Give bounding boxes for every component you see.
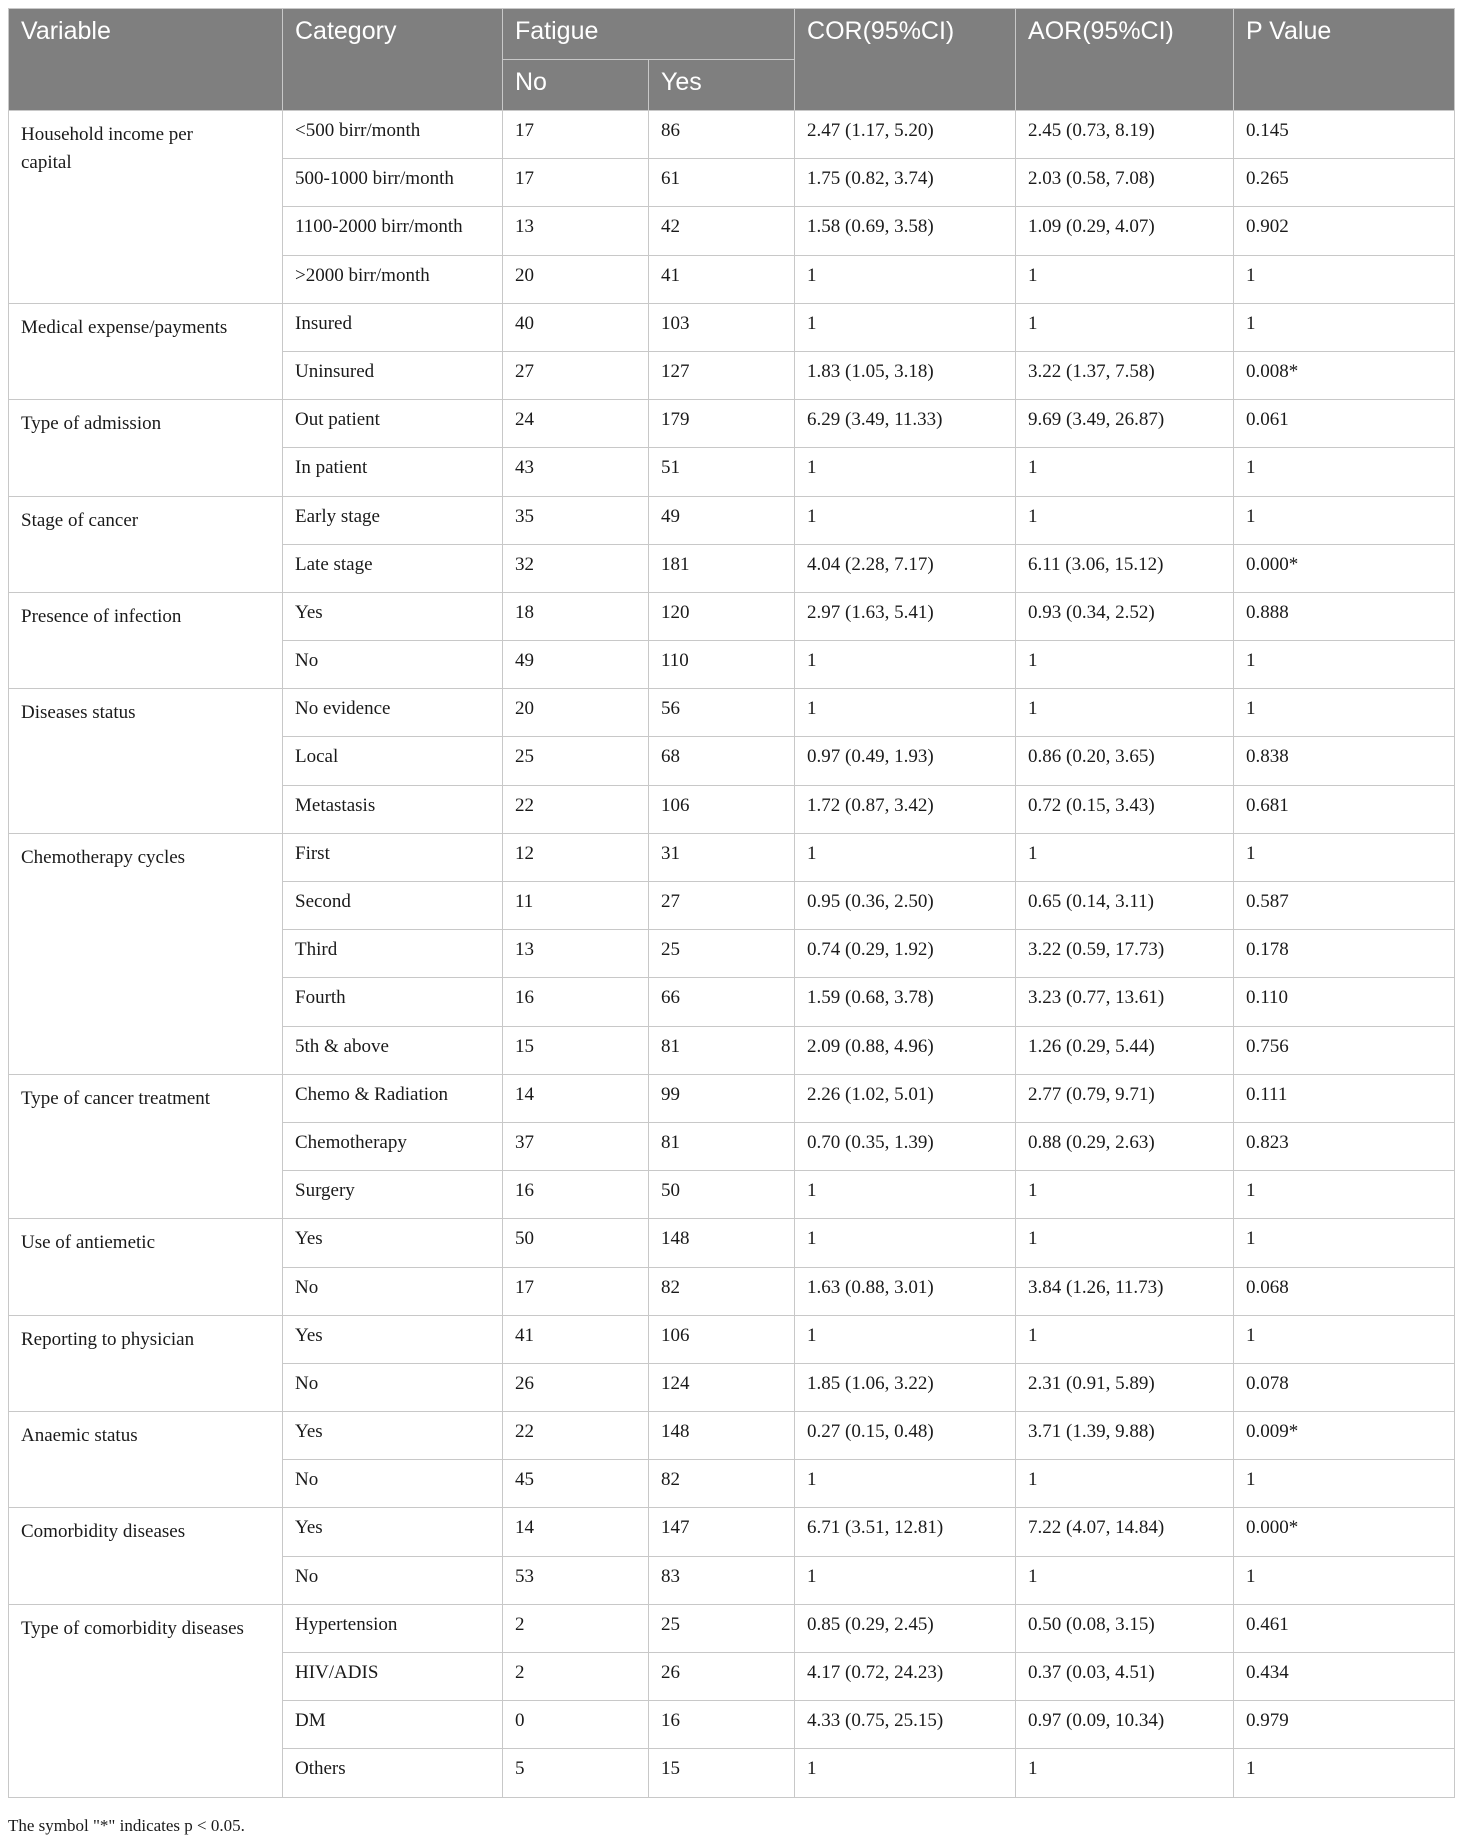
fatigue-yes-cell: 15 [649, 1749, 795, 1797]
category-cell: Second [283, 882, 503, 930]
cor-cell: 0.85 (0.29, 2.45) [795, 1604, 1016, 1652]
fatigue-yes-cell: 103 [649, 303, 795, 351]
category-cell: Yes [283, 1219, 503, 1267]
table-row [9, 592, 1455, 640]
category-cell: First [283, 833, 503, 881]
cor-cell: 1 [795, 1556, 1016, 1604]
fatigue-no-cell: 20 [503, 255, 649, 303]
cor-cell: 4.17 (0.72, 24.23) [795, 1653, 1016, 1701]
fatigue-no-cell: 0 [503, 1701, 649, 1749]
cor-cell: 1 [795, 448, 1016, 496]
aor-cell: 2.45 (0.73, 8.19) [1016, 111, 1234, 159]
cor-cell: 1 [795, 1460, 1016, 1508]
variable-cell: Use of antiemetic [9, 1219, 283, 1315]
aor-cell: 3.23 (0.77, 13.61) [1016, 978, 1234, 1026]
table-row [9, 1412, 1455, 1460]
p-value-cell: 1 [1234, 1171, 1455, 1219]
cor-cell: 1 [795, 255, 1016, 303]
fatigue-yes-cell: 179 [649, 400, 795, 448]
fatigue-no-cell: 5 [503, 1749, 649, 1797]
category-cell: Surgery [283, 1171, 503, 1219]
table-row [9, 833, 1455, 881]
header-cor: COR(95%CI) [795, 9, 1016, 111]
aor-cell: 2.77 (0.79, 9.71) [1016, 1074, 1234, 1122]
p-value-cell: 0.178 [1234, 930, 1455, 978]
fatigue-no-cell: 37 [503, 1122, 649, 1170]
aor-cell: 1 [1016, 255, 1234, 303]
fatigue-yes-cell: 56 [649, 689, 795, 737]
p-value-cell: 0.110 [1234, 978, 1455, 1026]
cor-cell: 2.97 (1.63, 5.41) [795, 592, 1016, 640]
fatigue-no-cell: 40 [503, 303, 649, 351]
cor-cell: 1 [795, 641, 1016, 689]
cor-cell: 1.85 (1.06, 3.22) [795, 1363, 1016, 1411]
aor-cell: 1 [1016, 1460, 1234, 1508]
results-table-container [8, 8, 1454, 1798]
fatigue-no-cell: 25 [503, 737, 649, 785]
aor-cell: 1.09 (0.29, 4.07) [1016, 207, 1234, 255]
fatigue-yes-cell: 81 [649, 1026, 795, 1074]
cor-cell: 1.83 (1.05, 3.18) [795, 351, 1016, 399]
aor-cell: 0.72 (0.15, 3.43) [1016, 785, 1234, 833]
p-value-cell: 0.434 [1234, 1653, 1455, 1701]
p-value-cell: 1 [1234, 496, 1455, 544]
fatigue-yes-cell: 68 [649, 737, 795, 785]
fatigue-no-cell: 17 [503, 159, 649, 207]
fatigue-yes-cell: 16 [649, 1701, 795, 1749]
fatigue-no-cell: 43 [503, 448, 649, 496]
cor-cell: 1 [795, 1171, 1016, 1219]
cor-cell: 0.27 (0.15, 0.48) [795, 1412, 1016, 1460]
category-cell: Out patient [283, 400, 503, 448]
p-value-cell: 0.979 [1234, 1701, 1455, 1749]
header-fatigue-yes: Yes [649, 60, 795, 111]
aor-cell: 9.69 (3.49, 26.87) [1016, 400, 1234, 448]
table-row [9, 303, 1455, 351]
fatigue-yes-cell: 31 [649, 833, 795, 881]
p-value-cell: 0.008* [1234, 351, 1455, 399]
table-row [9, 400, 1455, 448]
cor-cell: 0.74 (0.29, 1.92) [795, 930, 1016, 978]
cor-cell: 0.95 (0.36, 2.50) [795, 882, 1016, 930]
fatigue-yes-cell: 27 [649, 882, 795, 930]
category-cell: Others [283, 1749, 503, 1797]
cor-cell: 6.71 (3.51, 12.81) [795, 1508, 1016, 1556]
category-cell: Yes [283, 592, 503, 640]
variable-cell: Stage of cancer [9, 496, 283, 592]
fatigue-yes-cell: 42 [649, 207, 795, 255]
category-cell: Insured [283, 303, 503, 351]
p-value-cell: 1 [1234, 641, 1455, 689]
p-value-cell: 1 [1234, 1219, 1455, 1267]
variable-cell: Presence of infection [9, 592, 283, 688]
p-value-cell: 0.145 [1234, 111, 1455, 159]
category-cell: Local [283, 737, 503, 785]
fatigue-no-cell: 13 [503, 930, 649, 978]
fatigue-no-cell: 2 [503, 1653, 649, 1701]
fatigue-no-cell: 35 [503, 496, 649, 544]
fatigue-no-cell: 22 [503, 785, 649, 833]
fatigue-yes-cell: 120 [649, 592, 795, 640]
fatigue-yes-cell: 99 [649, 1074, 795, 1122]
aor-cell: 3.71 (1.39, 9.88) [1016, 1412, 1234, 1460]
p-value-cell: 1 [1234, 833, 1455, 881]
cor-cell: 1.75 (0.82, 3.74) [795, 159, 1016, 207]
fatigue-no-cell: 2 [503, 1604, 649, 1652]
aor-cell: 1 [1016, 1171, 1234, 1219]
fatigue-no-cell: 13 [503, 207, 649, 255]
fatigue-no-cell: 18 [503, 592, 649, 640]
p-value-cell: 0.078 [1234, 1363, 1455, 1411]
variable-cell: Chemotherapy cycles [9, 833, 283, 1074]
category-cell: HIV/ADIS [283, 1653, 503, 1701]
fatigue-yes-cell: 82 [649, 1460, 795, 1508]
category-cell: DM [283, 1701, 503, 1749]
aor-cell: 3.22 (0.59, 17.73) [1016, 930, 1234, 978]
cor-cell: 1 [795, 1315, 1016, 1363]
cor-cell: 1 [795, 833, 1016, 881]
variable-cell: Reporting to physician [9, 1315, 283, 1411]
fatigue-no-cell: 17 [503, 1267, 649, 1315]
p-value-cell: 0.461 [1234, 1604, 1455, 1652]
category-cell: Chemo & Radiation [283, 1074, 503, 1122]
cor-cell: 1.59 (0.68, 3.78) [795, 978, 1016, 1026]
aor-cell: 1 [1016, 641, 1234, 689]
p-value-cell: 0.009* [1234, 1412, 1455, 1460]
aor-cell: 1 [1016, 1315, 1234, 1363]
aor-cell: 0.65 (0.14, 3.11) [1016, 882, 1234, 930]
category-cell: Yes [283, 1315, 503, 1363]
fatigue-no-cell: 27 [503, 351, 649, 399]
aor-cell: 0.50 (0.08, 3.15) [1016, 1604, 1234, 1652]
fatigue-yes-cell: 41 [649, 255, 795, 303]
table-header [9, 9, 1455, 111]
fatigue-no-cell: 53 [503, 1556, 649, 1604]
category-cell: No [283, 641, 503, 689]
category-cell: Metastasis [283, 785, 503, 833]
p-value-cell: 0.902 [1234, 207, 1455, 255]
table-footnote: The symbol "*" indicates p < 0.05. [8, 1816, 245, 1835]
fatigue-yes-cell: 25 [649, 930, 795, 978]
p-value-cell: 0.888 [1234, 592, 1455, 640]
table-row [9, 111, 1455, 159]
aor-cell: 7.22 (4.07, 14.84) [1016, 1508, 1234, 1556]
p-value-cell: 0.265 [1234, 159, 1455, 207]
fatigue-no-cell: 50 [503, 1219, 649, 1267]
header-fatigue: Fatigue [503, 9, 795, 60]
header-aor: AOR(95%CI) [1016, 9, 1234, 111]
fatigue-yes-cell: 66 [649, 978, 795, 1026]
cor-cell: 1 [795, 689, 1016, 737]
table-row [9, 496, 1455, 544]
category-cell: 5th & above [283, 1026, 503, 1074]
fatigue-no-cell: 49 [503, 641, 649, 689]
cor-cell: 0.97 (0.49, 1.93) [795, 737, 1016, 785]
variable-cell: Diseases status [9, 689, 283, 834]
category-cell: Chemotherapy [283, 1122, 503, 1170]
fatigue-no-cell: 11 [503, 882, 649, 930]
table-row [9, 1315, 1455, 1363]
p-value-cell: 1 [1234, 1460, 1455, 1508]
aor-cell: 0.86 (0.20, 3.65) [1016, 737, 1234, 785]
aor-cell: 1 [1016, 1556, 1234, 1604]
category-cell: 500-1000 birr/month [283, 159, 503, 207]
fatigue-yes-cell: 181 [649, 544, 795, 592]
fatigue-yes-cell: 82 [649, 1267, 795, 1315]
fatigue-yes-cell: 61 [649, 159, 795, 207]
category-cell: Hypertension [283, 1604, 503, 1652]
fatigue-no-cell: 16 [503, 1171, 649, 1219]
category-cell: In patient [283, 448, 503, 496]
aor-cell: 2.03 (0.58, 7.08) [1016, 159, 1234, 207]
cor-cell: 1 [795, 496, 1016, 544]
variable-cell: Type of comorbidity diseases [9, 1604, 283, 1797]
fatigue-yes-cell: 124 [649, 1363, 795, 1411]
p-value-cell: 1 [1234, 1749, 1455, 1797]
header-category: Category [283, 9, 503, 111]
fatigue-no-cell: 20 [503, 689, 649, 737]
table-row [9, 1604, 1455, 1652]
p-value-cell: 0.681 [1234, 785, 1455, 833]
variable-cell: Comorbidity diseases [9, 1508, 283, 1604]
fatigue-no-cell: 32 [503, 544, 649, 592]
p-value-cell: 0.061 [1234, 400, 1455, 448]
category-cell: Yes [283, 1412, 503, 1460]
header-variable: Variable [9, 9, 283, 111]
fatigue-odds-ratio-table [8, 8, 1455, 1798]
p-value-cell: 1 [1234, 448, 1455, 496]
p-value-cell: 1 [1234, 255, 1455, 303]
fatigue-yes-cell: 127 [649, 351, 795, 399]
fatigue-no-cell: 16 [503, 978, 649, 1026]
header-fatigue-no: No [503, 60, 649, 111]
p-value-cell: 0.111 [1234, 1074, 1455, 1122]
fatigue-no-cell: 14 [503, 1508, 649, 1556]
p-value-cell: 0.000* [1234, 544, 1455, 592]
p-value-cell: 1 [1234, 1556, 1455, 1604]
table-row [9, 1508, 1455, 1556]
fatigue-no-cell: 24 [503, 400, 649, 448]
category-cell: 1100-2000 birr/month [283, 207, 503, 255]
fatigue-yes-cell: 147 [649, 1508, 795, 1556]
cor-cell: 0.70 (0.35, 1.39) [795, 1122, 1016, 1170]
fatigue-no-cell: 12 [503, 833, 649, 881]
variable-cell: Medical expense/payments [9, 303, 283, 399]
p-value-cell: 0.068 [1234, 1267, 1455, 1315]
table-row [9, 689, 1455, 737]
fatigue-no-cell: 26 [503, 1363, 649, 1411]
category-cell: No [283, 1267, 503, 1315]
fatigue-yes-cell: 110 [649, 641, 795, 689]
category-cell: <500 birr/month [283, 111, 503, 159]
table-body [9, 111, 1455, 1798]
table-row [9, 1074, 1455, 1122]
p-value-cell: 1 [1234, 303, 1455, 351]
fatigue-yes-cell: 51 [649, 448, 795, 496]
fatigue-no-cell: 22 [503, 1412, 649, 1460]
fatigue-yes-cell: 106 [649, 785, 795, 833]
fatigue-yes-cell: 26 [649, 1653, 795, 1701]
aor-cell: 1 [1016, 496, 1234, 544]
category-cell: Late stage [283, 544, 503, 592]
table-row [9, 1219, 1455, 1267]
aor-cell: 1 [1016, 448, 1234, 496]
p-value-cell: 0.000* [1234, 1508, 1455, 1556]
aor-cell: 1 [1016, 1749, 1234, 1797]
header-p-value: P Value [1234, 9, 1455, 111]
category-cell: Third [283, 930, 503, 978]
fatigue-yes-cell: 148 [649, 1412, 795, 1460]
p-value-cell: 0.838 [1234, 737, 1455, 785]
category-cell: No [283, 1363, 503, 1411]
category-cell: Yes [283, 1508, 503, 1556]
category-cell: Fourth [283, 978, 503, 1026]
aor-cell: 1 [1016, 689, 1234, 737]
cor-cell: 1 [795, 303, 1016, 351]
aor-cell: 1 [1016, 833, 1234, 881]
cor-cell: 2.47 (1.17, 5.20) [795, 111, 1016, 159]
category-cell: >2000 birr/month [283, 255, 503, 303]
cor-cell: 1.63 (0.88, 3.01) [795, 1267, 1016, 1315]
aor-cell: 0.93 (0.34, 2.52) [1016, 592, 1234, 640]
cor-cell: 2.09 (0.88, 4.96) [795, 1026, 1016, 1074]
fatigue-yes-cell: 50 [649, 1171, 795, 1219]
cor-cell: 1.72 (0.87, 3.42) [795, 785, 1016, 833]
category-cell: No [283, 1556, 503, 1604]
variable-cell: Household income per capital [9, 111, 283, 304]
aor-cell: 0.88 (0.29, 2.63) [1016, 1122, 1234, 1170]
variable-cell: Anaemic status [9, 1412, 283, 1508]
category-cell: Uninsured [283, 351, 503, 399]
fatigue-yes-cell: 25 [649, 1604, 795, 1652]
variable-cell: Type of cancer treatment [9, 1074, 283, 1219]
aor-cell: 1.26 (0.29, 5.44) [1016, 1026, 1234, 1074]
fatigue-yes-cell: 83 [649, 1556, 795, 1604]
category-cell: No evidence [283, 689, 503, 737]
aor-cell: 0.97 (0.09, 10.34) [1016, 1701, 1234, 1749]
cor-cell: 6.29 (3.49, 11.33) [795, 400, 1016, 448]
variable-cell: Type of admission [9, 400, 283, 496]
fatigue-no-cell: 17 [503, 111, 649, 159]
p-value-cell: 0.587 [1234, 882, 1455, 930]
aor-cell: 1 [1016, 1219, 1234, 1267]
cor-cell: 4.04 (2.28, 7.17) [795, 544, 1016, 592]
fatigue-no-cell: 41 [503, 1315, 649, 1363]
cor-cell: 4.33 (0.75, 25.15) [795, 1701, 1016, 1749]
aor-cell: 0.37 (0.03, 4.51) [1016, 1653, 1234, 1701]
cor-cell: 2.26 (1.02, 5.01) [795, 1074, 1016, 1122]
fatigue-yes-cell: 81 [649, 1122, 795, 1170]
p-value-cell: 0.823 [1234, 1122, 1455, 1170]
aor-cell: 2.31 (0.91, 5.89) [1016, 1363, 1234, 1411]
cor-cell: 1 [795, 1219, 1016, 1267]
p-value-cell: 1 [1234, 1315, 1455, 1363]
p-value-cell: 1 [1234, 689, 1455, 737]
fatigue-no-cell: 15 [503, 1026, 649, 1074]
fatigue-yes-cell: 49 [649, 496, 795, 544]
category-cell: No [283, 1460, 503, 1508]
aor-cell: 6.11 (3.06, 15.12) [1016, 544, 1234, 592]
fatigue-yes-cell: 148 [649, 1219, 795, 1267]
aor-cell: 1 [1016, 303, 1234, 351]
fatigue-yes-cell: 106 [649, 1315, 795, 1363]
p-value-cell: 0.756 [1234, 1026, 1455, 1074]
aor-cell: 3.84 (1.26, 11.73) [1016, 1267, 1234, 1315]
fatigue-no-cell: 45 [503, 1460, 649, 1508]
cor-cell: 1 [795, 1749, 1016, 1797]
fatigue-yes-cell: 86 [649, 111, 795, 159]
category-cell: Early stage [283, 496, 503, 544]
cor-cell: 1.58 (0.69, 3.58) [795, 207, 1016, 255]
fatigue-no-cell: 14 [503, 1074, 649, 1122]
aor-cell: 3.22 (1.37, 7.58) [1016, 351, 1234, 399]
